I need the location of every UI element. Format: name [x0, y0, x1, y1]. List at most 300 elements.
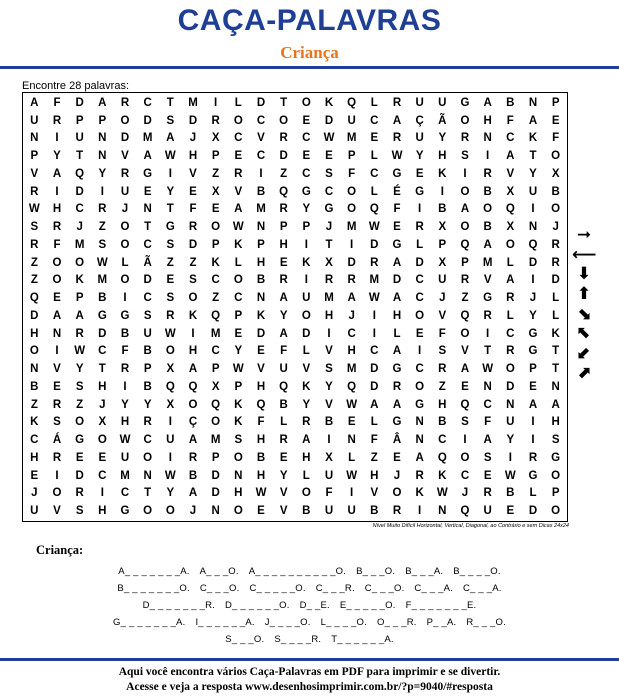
grid-cell: N — [528, 221, 538, 234]
grid-cell: W — [232, 221, 244, 234]
grid-cell: H — [392, 309, 402, 322]
grid-cell: P — [302, 221, 311, 234]
grid-cell: C — [370, 167, 379, 180]
grid-cell: C — [302, 167, 311, 180]
grid-cell: R — [52, 398, 62, 411]
grid-cell: C — [370, 345, 379, 358]
grid-cell: D — [506, 380, 515, 393]
grid-cell: W — [164, 327, 176, 340]
grid-cell: U — [438, 274, 447, 287]
grid-cell: O — [52, 274, 62, 287]
grid-cell: H — [256, 434, 266, 447]
grid-cell: G — [165, 221, 175, 234]
grid-cell: B — [438, 416, 447, 429]
grid-cell: R — [75, 327, 84, 340]
grid-cell: E — [143, 185, 152, 198]
grid-cell: É — [393, 185, 401, 198]
grid-cell: Â — [392, 434, 402, 447]
grid-cell: S — [166, 292, 175, 305]
grid-cell: A — [302, 434, 311, 447]
word-hint: S_ _ _O. — [225, 634, 265, 645]
grid-cell: P — [98, 114, 107, 127]
grid-cell: N — [234, 469, 243, 482]
grid-cell: S — [30, 221, 39, 234]
grid-cell: A — [551, 398, 560, 411]
grid-cell: D — [256, 96, 266, 109]
word-hint: T_ _ _ _ _ _A. — [331, 634, 394, 645]
grid-cell: A — [75, 309, 84, 322]
grid-cell: H — [302, 451, 311, 464]
grid-cell: O — [233, 505, 243, 518]
grid-cell: I — [531, 203, 535, 216]
grid-cell: R — [324, 274, 334, 287]
grid-cell: A — [483, 238, 492, 251]
arrow-up-right-icon: ⬈ — [576, 362, 592, 383]
grid-cell: Q — [460, 309, 470, 322]
grid-cell: K — [528, 132, 538, 145]
grid-cell: I — [259, 167, 263, 180]
grid-cell: P — [257, 238, 265, 251]
grid-cell: B — [30, 380, 39, 393]
grid-cell: I — [350, 238, 354, 251]
grid-cell: R — [211, 114, 220, 127]
grid-cell: L — [348, 451, 356, 464]
grid-cell: O — [301, 487, 311, 500]
grid-cell: G — [120, 309, 130, 322]
grid-cell: H — [30, 327, 39, 340]
grid-cell: B — [438, 203, 447, 216]
grid-cell: I — [100, 487, 104, 500]
grid-cell: E — [98, 451, 107, 464]
grid-cell: W — [28, 203, 40, 216]
grid-cell: H — [279, 238, 288, 251]
grid-cell: P — [75, 114, 84, 127]
grid-cell: F — [325, 487, 333, 500]
grid-cell: J — [99, 398, 106, 411]
grid-cell: U — [120, 185, 130, 198]
grid-cell: W — [119, 434, 131, 447]
grid-cell: X — [211, 132, 220, 145]
grid-cell: F — [484, 416, 492, 429]
grid-cell: R — [120, 96, 130, 109]
grid-cell: F — [348, 167, 356, 180]
grid-cell: P — [211, 363, 220, 376]
grid-cell: C — [211, 274, 220, 287]
grid-cell: S — [325, 363, 333, 376]
grid-cell: R — [415, 221, 424, 234]
grid-cell: U — [347, 505, 356, 518]
grid-cell: O — [29, 345, 39, 358]
grid-cell: G — [528, 469, 538, 482]
grid-cell: C — [415, 363, 424, 376]
grid-cell: D — [347, 256, 356, 269]
grid-cell: C — [506, 327, 515, 340]
grid-cell: Z — [166, 256, 174, 269]
grid-cell: Y — [234, 345, 243, 358]
grid-cell: S — [53, 416, 61, 429]
grid-cell: S — [143, 309, 152, 322]
grid-cell: A — [528, 398, 538, 411]
grid-cell: R — [98, 203, 107, 216]
grid-cell: Q — [460, 505, 470, 518]
grid-cell: P — [211, 150, 220, 163]
grid-cell: I — [486, 327, 490, 340]
grid-cell: C — [143, 434, 152, 447]
grid-cell: A — [188, 434, 198, 447]
footer-line-2: Acesse e veja a resposta www.desenhosimprimir.com.br/?p=9040/#resposta — [126, 681, 493, 693]
grid-cell: Y — [121, 398, 129, 411]
letter-grid — [22, 92, 568, 522]
grid-cell: H — [120, 416, 130, 429]
grid-cell: K — [415, 487, 424, 500]
grid-cell: E — [279, 451, 288, 464]
grid-cell: H — [98, 505, 107, 518]
grid-cell: V — [302, 363, 311, 376]
word-hint: E_ _ _ _ _O. — [339, 600, 396, 611]
grid-cell: X — [211, 380, 220, 393]
grid-cell: O — [233, 274, 243, 287]
grid-cell: K — [438, 167, 447, 180]
grid-cell: R — [551, 256, 560, 269]
word-hint: B_ _ _O. — [356, 566, 396, 577]
grid-cell: V — [121, 150, 129, 163]
grid-cell: B — [256, 274, 266, 287]
grid-cell: A — [392, 292, 402, 305]
grid-cell: O — [120, 114, 130, 127]
grid-cell: Y — [143, 398, 152, 411]
grid-cell: M — [346, 221, 357, 234]
grid-cell: X — [166, 363, 175, 376]
grid-cell: D — [98, 327, 107, 340]
grid-cell: M — [120, 469, 130, 482]
grid-cell: Ã — [438, 114, 447, 127]
grid-cell: B — [324, 416, 334, 429]
grid-cell: A — [347, 292, 356, 305]
grid-cell: V — [234, 185, 243, 198]
grid-cell: Z — [438, 380, 446, 393]
word-hint: C_ _ _A. — [463, 583, 502, 594]
grid-cell: O — [165, 345, 175, 358]
grid-cell: G — [143, 167, 153, 180]
grid-cell: O — [233, 114, 243, 127]
grid-cell: X — [325, 451, 333, 464]
grid-cell: M — [210, 327, 221, 340]
grid-cell: B — [551, 185, 560, 198]
grid-cell: S — [189, 274, 197, 287]
grid-cell: E — [257, 505, 265, 518]
grid-cell: R — [30, 185, 39, 198]
grid-cell: L — [280, 416, 288, 429]
grid-cell: A — [483, 96, 492, 109]
grid-cell: S — [461, 416, 469, 429]
grid-cell: O — [97, 434, 107, 447]
grid-cell: A — [279, 327, 288, 340]
grid-cell: G — [392, 238, 402, 251]
grid-cell: Z — [98, 221, 106, 234]
grid-cell: N — [256, 221, 266, 234]
grid-cell: O — [551, 469, 561, 482]
grid-cell: O — [483, 203, 493, 216]
grid-cell: R — [551, 238, 560, 251]
grid-cell: S — [166, 114, 175, 127]
word-list-title: Criança: — [36, 543, 84, 557]
grid-cell: I — [463, 434, 467, 447]
grid-cell: A — [188, 487, 198, 500]
grid-cell: R — [392, 380, 402, 393]
grid-cell: Z — [280, 167, 288, 180]
grid-cell: U — [324, 505, 334, 518]
grid-cell: W — [504, 469, 516, 482]
grid-cell: I — [418, 203, 422, 216]
grid-cell: D — [302, 327, 311, 340]
grid-cell: P — [551, 96, 560, 109]
grid-cell: C — [256, 114, 266, 127]
grid-cell: O — [460, 185, 470, 198]
grid-cell: E — [393, 451, 401, 464]
arrow-left-icon: ⟵ — [572, 244, 597, 265]
grid-cell: C — [347, 327, 356, 340]
grid-cell: I — [100, 185, 104, 198]
grid-cell: C — [98, 345, 107, 358]
grid-cell: D — [188, 238, 198, 251]
grid-cell: U — [30, 114, 39, 127]
grid-cell: C — [415, 292, 424, 305]
grid-cell: C — [98, 469, 107, 482]
grid-cell: U — [347, 114, 356, 127]
grid-cell: G — [415, 398, 425, 411]
grid-cell: R — [392, 96, 402, 109]
grid-cell: Q — [528, 238, 538, 251]
word-hint: C_ _ _A. — [414, 583, 453, 594]
grid-cell: B — [506, 96, 515, 109]
grid-cell: B — [98, 292, 107, 305]
grid-cell: Q — [347, 380, 357, 393]
grid-cell: G — [392, 363, 402, 376]
grid-cell: C — [30, 434, 39, 447]
grid-cell: V — [257, 363, 265, 376]
grid-cell: A — [392, 398, 402, 411]
grid-cell: O — [52, 487, 62, 500]
grid-cell: Y — [166, 185, 175, 198]
grid-cell: A — [506, 150, 515, 163]
grid-cell: E — [483, 469, 492, 482]
grid-cell: R — [120, 167, 130, 180]
word-hint: F_ _ _ _ _ _ _E. — [405, 600, 477, 611]
grid-cell: L — [121, 256, 129, 269]
grid-cell: E — [234, 150, 243, 163]
grid-cell: T — [76, 150, 84, 163]
grid-cell: V — [506, 167, 515, 180]
grid-cell: E — [551, 114, 560, 127]
grid-cell: M — [142, 132, 153, 145]
grid-cell: N — [506, 398, 515, 411]
page-title: CAÇA-PALAVRAS — [177, 4, 442, 37]
grid-cell: V — [53, 505, 61, 518]
grid-cell: U — [528, 185, 538, 198]
grid-cell: O — [75, 416, 85, 429]
grid-cell: M — [346, 363, 357, 376]
grid-cell: B — [143, 380, 152, 393]
grid-cell: V — [461, 345, 469, 358]
word-hint: S_ _ _ _R. — [274, 634, 322, 645]
grid-cell: C — [483, 398, 492, 411]
grid-cell: R — [302, 416, 311, 429]
grid-cell: U — [302, 292, 311, 305]
grid-cell: J — [393, 469, 401, 482]
grid-cell: Q — [505, 203, 515, 216]
word-hint: P_ _A. — [426, 617, 457, 628]
grid-cell: Q — [369, 203, 379, 216]
grid-cell: K — [302, 256, 311, 269]
word-hint: C_ _ _ _ _O. — [249, 583, 306, 594]
grid-cell: Y — [53, 150, 61, 163]
grid-cell: M — [188, 96, 198, 109]
grid-cell: R — [188, 451, 198, 464]
grid-cell: O — [301, 96, 311, 109]
grid-cell: L — [506, 309, 514, 322]
grid-cell: C — [143, 238, 152, 251]
word-list-line — [20, 617, 599, 628]
grid-cell: V — [279, 487, 288, 500]
grid-cell: E — [53, 380, 61, 393]
grid-cell: N — [528, 96, 538, 109]
grid-cell: G — [528, 345, 538, 358]
grid-cell: J — [325, 221, 333, 234]
grid-cell: A — [460, 363, 470, 376]
grid-cell: M — [97, 274, 108, 287]
grid-cell: O — [460, 114, 470, 127]
word-hint: C_ _ _O. — [199, 583, 240, 594]
grid-cell: R — [392, 132, 402, 145]
grid-cell: U — [438, 96, 447, 109]
grid-cell: S — [98, 238, 107, 251]
grid-cell: D — [211, 469, 220, 482]
grid-cell: X — [166, 398, 175, 411]
grid-cell: W — [391, 150, 403, 163]
grid-cell: I — [372, 309, 376, 322]
grid-cell: C — [438, 434, 447, 447]
arrow-down-icon: ⬇ — [576, 264, 592, 285]
grid-cell: U — [279, 363, 288, 376]
grid-cell: A — [392, 345, 402, 358]
grid-cell: D — [551, 274, 560, 287]
grid-cell: E — [347, 416, 356, 429]
grid-cell: I — [531, 274, 535, 287]
grid-cell: Q — [165, 380, 175, 393]
grid-cell: T — [552, 363, 560, 376]
grid-cell: Z — [30, 274, 38, 287]
grid-cell: B — [370, 505, 379, 518]
grid-cell: Y — [302, 398, 311, 411]
grid-cell: O — [415, 380, 425, 393]
grid-cell: T — [484, 345, 492, 358]
grid-cell: H — [188, 345, 198, 358]
grid-cell: I — [304, 238, 308, 251]
grid-cell: O — [415, 309, 425, 322]
grid-cell: N — [415, 434, 424, 447]
grid-cell: P — [75, 292, 84, 305]
grid-cell: O — [279, 114, 289, 127]
grid-cell: U — [415, 96, 424, 109]
grid-cell: V — [325, 345, 333, 358]
grid-cell: M — [74, 238, 85, 251]
grid-cell: E — [279, 256, 288, 269]
grid-cell: D — [528, 505, 538, 518]
grid-cell: O — [75, 256, 85, 269]
grid-cell: C — [302, 132, 311, 145]
grid-cell: H — [370, 469, 379, 482]
grid-cell: I — [327, 434, 331, 447]
grid-cell: V — [370, 487, 379, 500]
grid-cell: O — [52, 256, 62, 269]
word-hint: D_ _ _ _ _ _O. — [224, 600, 290, 611]
grid-cell: N — [483, 380, 492, 393]
grid-cell: A — [279, 292, 288, 305]
grid-cell: B — [120, 327, 130, 340]
grid-cell: A — [392, 114, 402, 127]
grid-cell: H — [438, 150, 447, 163]
grid-cell: E — [461, 380, 469, 393]
grid-cell: R — [460, 132, 470, 145]
grid-cell: E — [302, 114, 311, 127]
arrow-right-icon: ➞ — [576, 225, 592, 245]
grid-cell: P — [234, 309, 243, 322]
grid-cell: N — [347, 434, 356, 447]
grid-cell: O — [143, 451, 153, 464]
grid-cell: I — [168, 416, 172, 429]
grid-cell: V — [189, 167, 197, 180]
grid-cell: A — [528, 114, 538, 127]
grid-cell: G — [551, 451, 561, 464]
arrow-down-right-icon: ⬊ — [576, 303, 592, 324]
grid-cell: O — [120, 238, 130, 251]
grid-cell: E — [189, 185, 197, 198]
grid-cell: K — [188, 309, 198, 322]
grid-cell: K — [30, 416, 39, 429]
grid-cell: F — [438, 327, 446, 340]
grid-cell: R — [52, 451, 62, 464]
grid-cell: C — [415, 274, 424, 287]
grid-cell: W — [255, 487, 267, 500]
grid-cell: I — [418, 345, 422, 358]
grid-cell: V — [257, 132, 265, 145]
grid-cell: Z — [461, 292, 469, 305]
grid-cell: M — [210, 434, 221, 447]
grid-cell: K — [211, 256, 220, 269]
grid-cell: Y — [302, 203, 311, 216]
grid-cell: D — [392, 274, 402, 287]
grid-cell: G — [392, 167, 402, 180]
grid-cell: J — [189, 132, 197, 145]
grid-cell: O — [505, 238, 515, 251]
grid-cell: T — [280, 96, 288, 109]
grid-cell: K — [302, 380, 311, 393]
arrow-up-left-icon: ⬉ — [576, 323, 592, 344]
grid-cell: F — [189, 203, 197, 216]
grid-cell: N — [143, 203, 152, 216]
grid-cell: E — [30, 469, 39, 482]
grid-cell: J — [76, 221, 83, 234]
grid-cell: F — [370, 434, 378, 447]
grid-cell: L — [370, 185, 378, 198]
grid-cell: Y — [529, 167, 537, 180]
grid-cell: K — [438, 469, 447, 482]
grid-cell: B — [188, 469, 198, 482]
grid-cell: D — [143, 114, 152, 127]
word-hint: R_ _ _O. — [466, 617, 506, 628]
grid-cell: D — [370, 380, 379, 393]
grid-cell: V — [53, 363, 61, 376]
